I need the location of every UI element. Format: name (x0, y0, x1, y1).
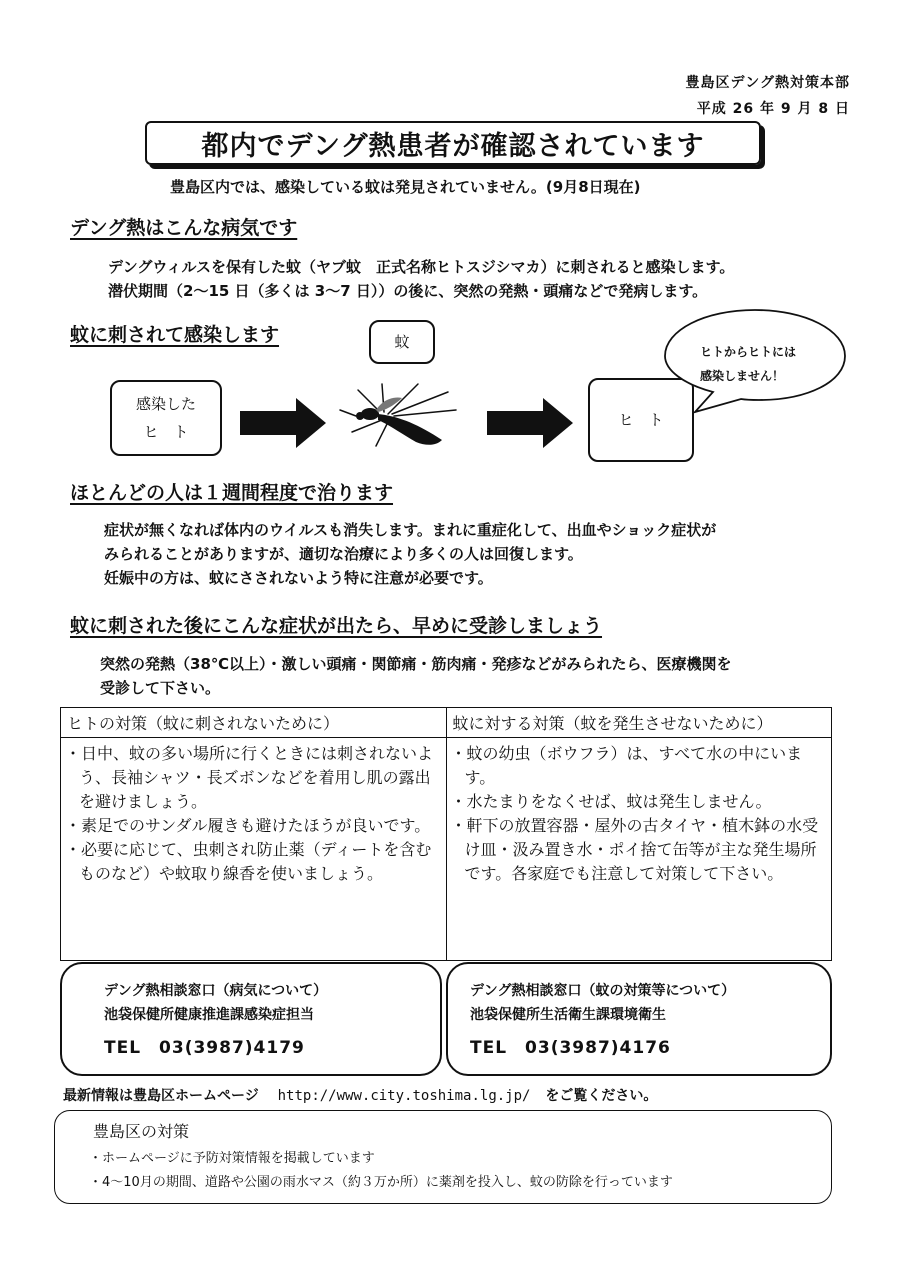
mosquito-label: 蚊 (394, 333, 410, 351)
infected-person-line2: ヒ ト (143, 423, 189, 441)
ward-measures-heading: 豊島区の対策 (93, 1122, 190, 1141)
body-line: 妊娠中の方は、蚊にさされないよう特に注意が必要です。 (104, 569, 493, 587)
right-arrow-icon (240, 398, 326, 448)
contact-box-disease (60, 962, 442, 1076)
measures-table (60, 707, 832, 961)
speech-bubble-text (700, 340, 796, 388)
contact-phone: TEL 03(3987)4179 (104, 1038, 305, 1058)
contact-phone: TEL 03(3987)4176 (470, 1038, 671, 1058)
mosquito-label-box (369, 320, 435, 364)
list-item: ・蚊の幼虫（ボウフラ）は、すべて水の中にいます。 (450, 744, 803, 787)
list-item: ・4〜10月の期間、道路や公園の雨水マス（約３万か所）に薬剤を投入し、蚊の防除を行っています (89, 1175, 673, 1190)
list-item: ・素足でのサンダル履きも避けたほうが良いです。 (65, 816, 431, 835)
title-box (145, 121, 761, 165)
latest-info-suffix: をご覧ください。 (545, 1088, 658, 1104)
contact-title: デング熱相談窓口（病気について） (104, 983, 328, 999)
section-heading-disease: デング熱はこんな病気です (70, 217, 298, 239)
body-line: 突然の発熱（38℃以上）・激しい頭痛・関節痛・筋肉痛・発疹などがみられたら、医療機関を (100, 655, 732, 673)
list-item: ・日中、蚊の多い場所に行くときには刺されないよう、長袖シャツ・長ズボンなどを着用し肌の露出を避けましょう。 (65, 744, 434, 811)
homepage-link[interactable]: http://www.city.toshima.lg.jp/ (277, 1088, 531, 1104)
intro-text: 豊島区内では、感染している蚊は発見されていません。(9月8日現在) (170, 178, 641, 196)
bubble-line1: ヒトからヒトには (700, 345, 797, 359)
mosquito-measures-cell (446, 738, 832, 961)
page-title: 都内でデング熱患者が確認されています (201, 130, 705, 162)
latest-info-prefix: 最新情報は豊島区ホームページ (63, 1088, 259, 1104)
section-heading-infection: 蚊に刺されて感染します (70, 324, 280, 346)
organization-name: 豊島区デング熱対策本部 (685, 75, 850, 91)
body-line: 潜伏期間（2〜15 日（多くは 3〜7 日））の後に、突然の発熱・頭痛などで発病します。 (108, 282, 708, 300)
human-label: ヒ ト (618, 411, 664, 429)
contact-box-mosquito (446, 962, 832, 1076)
infected-person-line1: 感染した (135, 395, 196, 413)
mosquito-measures-header: 蚊に対する対策（蚊を発生させないために） (446, 708, 832, 738)
human-measures-header: ヒトの対策（蚊に刺されないために） (61, 708, 447, 738)
mosquito-icon (338, 380, 460, 450)
human-measures-cell (61, 738, 447, 961)
contact-title: デング熱相談窓口（蚊の対策等について） (470, 983, 736, 999)
section-recovery-body (104, 518, 716, 590)
list-item: ・必要に応じて、虫刺され防止薬（ディートを含むものなど）や蚊取り線香を使いましょう。 (65, 840, 432, 883)
list-item: ・ホームページに予防対策情報を掲載しています (89, 1151, 375, 1166)
infected-person-box (110, 380, 222, 456)
ward-measures-box (54, 1110, 832, 1204)
section-disease-body (108, 255, 734, 303)
list-item: ・軒下の放置容器・屋外の古タイヤ・植木鉢の水受け皿・汲み置き水・ポイ捨て缶等が主な発生場所です。各家庭でも注意して対策して下さい。 (450, 816, 819, 883)
section-heading-symptoms: 蚊に刺された後にこんな症状が出たら、早めに受診しましょう (70, 615, 603, 637)
body-line: 受診して下さい。 (100, 679, 221, 697)
issue-date: 平成 26 年 9 月 8 日 (696, 101, 850, 117)
body-line: 症状が無くなれば体内のウイルスも消失します。まれに重症化して、出血やショック症状が (104, 521, 717, 539)
body-line: デングウィルスを保有した蚊（ヤブ蚊 正式名称ヒトスジシマカ）に刺されると感染します。 (108, 258, 735, 276)
section-heading-recovery: ほとんどの人は１週間程度で治ります (70, 482, 394, 504)
contact-department: 池袋保健所健康推進課感染症担当 (104, 1007, 314, 1023)
contact-department: 池袋保健所生活衛生課環境衛生 (470, 1007, 666, 1023)
body-line: みられることがありますが、適切な治療により多くの人は回復します。 (104, 545, 583, 563)
ward-measures-list (89, 1147, 673, 1195)
latest-info-line (63, 1085, 657, 1105)
right-arrow-icon (487, 398, 573, 448)
bubble-line2: 感染しません！ (700, 369, 785, 383)
list-item: ・水たまりをなくせば、蚊は発生しません。 (450, 792, 772, 811)
section-symptoms-body (100, 652, 732, 700)
